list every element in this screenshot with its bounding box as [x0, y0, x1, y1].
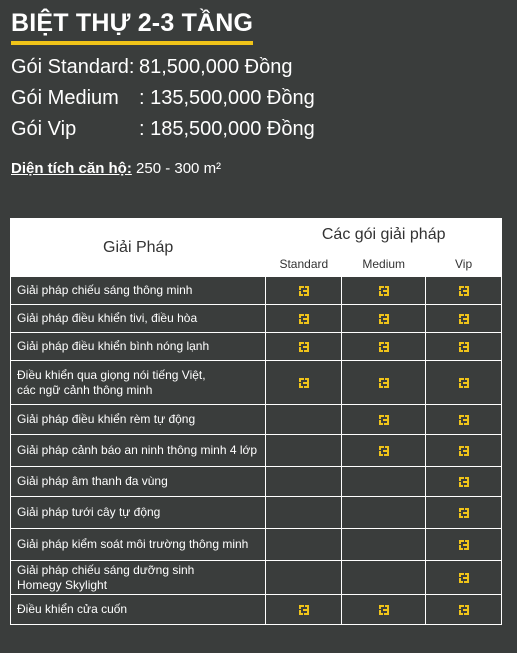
homegy-logo-icon: [298, 341, 310, 353]
area-info: [11, 160, 221, 177]
column-header-medium: Medium: [342, 252, 426, 277]
homegy-logo-icon: [378, 285, 390, 297]
package-prices: [11, 52, 315, 145]
homegy-logo-icon: [298, 285, 310, 297]
mark-cell-vip: [426, 277, 502, 305]
mark-cell-standard: [266, 497, 342, 529]
homegy-logo-icon: [458, 285, 470, 297]
mark-cell-vip: [426, 405, 502, 435]
area-value: 250 - 300 m²: [131, 160, 222, 177]
table-row: [11, 467, 502, 497]
mark-cell-vip: [426, 435, 502, 467]
mark-cell-medium: [342, 467, 426, 497]
area-label: Diện tích căn hộ:: [11, 160, 132, 177]
homegy-logo-icon: [458, 604, 470, 616]
mark-cell-standard: [266, 435, 342, 467]
package-line-vip: [11, 114, 315, 145]
column-header-standard: Standard: [266, 252, 342, 277]
homegy-logo-icon: [458, 445, 470, 457]
homegy-logo-icon: [458, 377, 470, 389]
homegy-logo-icon: [378, 604, 390, 616]
homegy-logo-icon: [458, 341, 470, 353]
mark-cell-vip: [426, 595, 502, 625]
page-title: BIỆT THỰ 2-3 TẦNG: [11, 8, 253, 45]
table-row: [11, 333, 502, 361]
mark-cell-standard: [266, 561, 342, 595]
package-price: 81,500,000 Đồng: [139, 56, 293, 78]
table-row: [11, 305, 502, 333]
solution-label: Giải pháp điều khiển rèm tự động: [11, 405, 266, 435]
homegy-logo-icon: [298, 604, 310, 616]
mark-cell-medium: [342, 305, 426, 333]
mark-cell-vip: [426, 467, 502, 497]
mark-cell-medium: [342, 595, 426, 625]
mark-cell-medium: [342, 277, 426, 305]
mark-cell-vip: [426, 529, 502, 561]
table-row: [11, 561, 502, 595]
homegy-logo-icon: [378, 445, 390, 457]
solution-label: Giải pháp chiếu sáng thông minh: [11, 277, 266, 305]
homegy-logo-icon: [378, 313, 390, 325]
mark-cell-standard: [266, 277, 342, 305]
mark-cell-vip: [426, 361, 502, 405]
homegy-logo-icon: [458, 414, 470, 426]
mark-cell-vip: [426, 561, 502, 595]
packages-header: Các gói giải pháp: [266, 219, 502, 252]
package-line-medium: [11, 83, 315, 114]
solution-label: Điều khiển cửa cuốn: [11, 595, 266, 625]
table-row: [11, 405, 502, 435]
table-row: [11, 497, 502, 529]
table-row: [11, 277, 502, 305]
mark-cell-standard: [266, 529, 342, 561]
package-price: : 185,500,000 Đồng: [139, 118, 315, 140]
homegy-logo-icon: [458, 539, 470, 551]
mark-cell-medium: [342, 405, 426, 435]
mark-cell-standard: [266, 405, 342, 435]
homegy-logo-icon: [458, 572, 470, 584]
mark-cell-standard: [266, 361, 342, 405]
package-name: Gói Standard:: [11, 56, 135, 78]
mark-cell-vip: [426, 497, 502, 529]
mark-cell-medium: [342, 435, 426, 467]
mark-cell-standard: [266, 333, 342, 361]
solution-label: Giải pháp tưới cây tự động: [11, 497, 266, 529]
homegy-logo-icon: [378, 377, 390, 389]
mark-cell-vip: [426, 333, 502, 361]
homegy-logo-icon: [458, 476, 470, 488]
homegy-logo-icon: [298, 313, 310, 325]
mark-cell-medium: [342, 561, 426, 595]
mark-cell-medium: [342, 497, 426, 529]
package-name: Gói Medium: [11, 87, 119, 109]
mark-cell-standard: [266, 305, 342, 333]
package-line-standard: [11, 52, 315, 83]
solution-label: Giải pháp kiểm soát môi trường thông minh: [11, 529, 266, 561]
package-price: : 135,500,000 Đồng: [139, 87, 315, 109]
homegy-logo-icon: [378, 414, 390, 426]
mark-cell-standard: [266, 595, 342, 625]
homegy-logo-icon: [378, 341, 390, 353]
solution-label: Giải pháp điều khiển tivi, điều hòa: [11, 305, 266, 333]
solution-label: Giải pháp chiếu sáng dưỡng sinh Homegy Skylight: [11, 561, 266, 595]
solution-label: Giải pháp điều khiển bình nóng lạnh: [11, 333, 266, 361]
package-name: Gói Vip: [11, 118, 77, 140]
comparison-table: [10, 218, 502, 625]
column-header-vip: Vip: [426, 252, 502, 277]
homegy-logo-icon: [458, 313, 470, 325]
table-row: [11, 595, 502, 625]
mark-cell-medium: [342, 361, 426, 405]
mark-cell-medium: [342, 529, 426, 561]
solution-label: Điều khiển qua giọng nói tiếng Việt, các ngữ cảnh thông minh: [11, 361, 266, 405]
solution-header: Giải Pháp: [11, 219, 266, 277]
solution-label: Giải pháp cảnh báo an ninh thông minh 4 lớp: [11, 435, 266, 467]
homegy-logo-icon: [298, 377, 310, 389]
table-row: [11, 435, 502, 467]
mark-cell-standard: [266, 467, 342, 497]
table-row: [11, 529, 502, 561]
mark-cell-medium: [342, 333, 426, 361]
mark-cell-vip: [426, 305, 502, 333]
table-row: [11, 361, 502, 405]
homegy-logo-icon: [458, 507, 470, 519]
solution-label: Giải pháp âm thanh đa vùng: [11, 467, 266, 497]
